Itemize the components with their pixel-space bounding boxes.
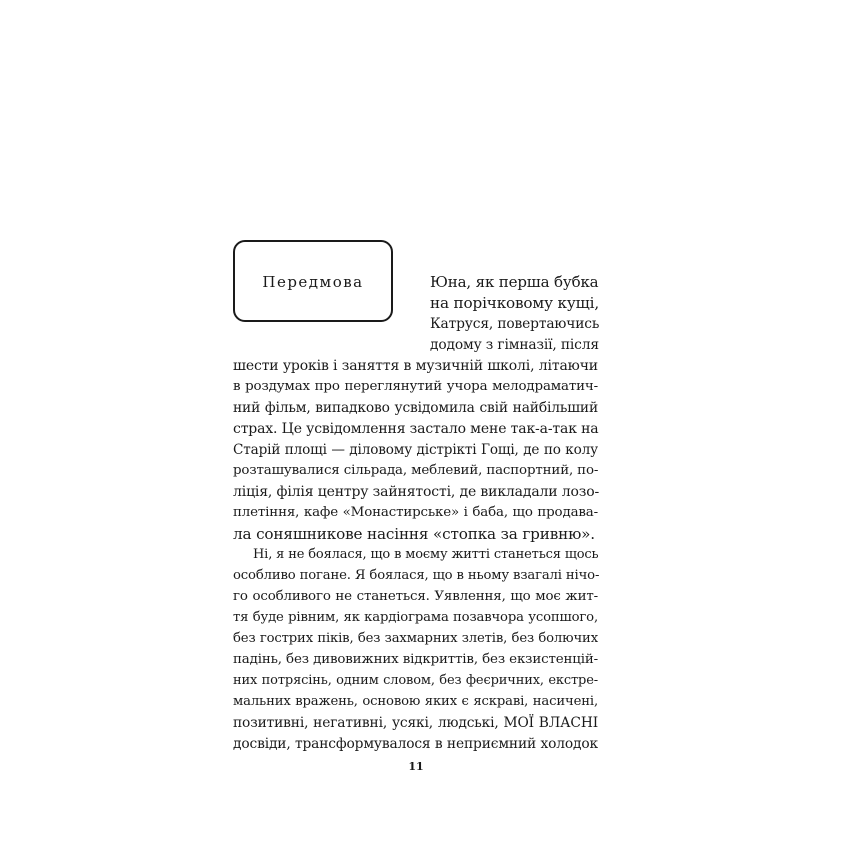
- text-line: без гострих піків, без захмарних злетів, без болючих: [233, 631, 598, 646]
- text-line: ліція, філія центру зайнятості, де викладали лозо-: [233, 484, 600, 500]
- chapter-heading-box: [233, 240, 393, 322]
- text-line: додому з гімназії, після: [430, 337, 599, 353]
- text-line: Катруся, повертаючись: [430, 316, 600, 332]
- text-line: на порічковому кущі,: [430, 294, 600, 312]
- text-line: ла соняшникове насіння «стопка за гривню».: [233, 525, 595, 543]
- text-line: мальних вражень, основою яких є яскраві, насичені,: [233, 694, 598, 709]
- text-line: страх. Це усвідомлення застало мене так-а-так на: [233, 421, 599, 437]
- text-line: шести уроків і заняття в музичній школі, літаючи: [233, 358, 598, 374]
- text-line: плетіння, кафе «Монастирське» і баба, що продава-: [233, 505, 598, 520]
- text-line: особливо погане. Я боялася, що в ньому взагалі нічо-: [233, 568, 600, 583]
- text-line: падінь, без дивовижних відкриттів, без екзистенцій-: [233, 652, 598, 667]
- text-line: го особливого не станеться. Уявлення, що моє жит-: [233, 589, 598, 604]
- text-line: розташувалися сільрада, меблевий, паспортний, по-: [233, 463, 599, 478]
- text-line: в роздумах про переглянутий учора мелодраматич-: [233, 379, 598, 394]
- text-line: тя буде рівним, як кардіограма позавчора усопшого,: [233, 610, 598, 625]
- text-line: досвіди, трансформувалося в неприємний холодок: [233, 736, 598, 752]
- text-line: них потрясінь, одним словом, без феєричних, екстре-: [233, 673, 598, 688]
- text-line: Юна, як перша бубка: [430, 273, 599, 291]
- text-line: Ні, я не боялася, що в моєму житті станеться щось: [253, 547, 599, 562]
- text-line: Старій площі — діловому дістрікті Гощі, де по колу: [233, 442, 598, 458]
- text-line: позитивні, негативні, усякі, людські, МОЇ ВЛАСНІ: [233, 715, 598, 731]
- text-line: ний фільм, випадково усвідомила свій найбільший: [233, 400, 598, 416]
- page-number: 11: [408, 760, 424, 773]
- chapter-heading: Передмова: [262, 273, 364, 291]
